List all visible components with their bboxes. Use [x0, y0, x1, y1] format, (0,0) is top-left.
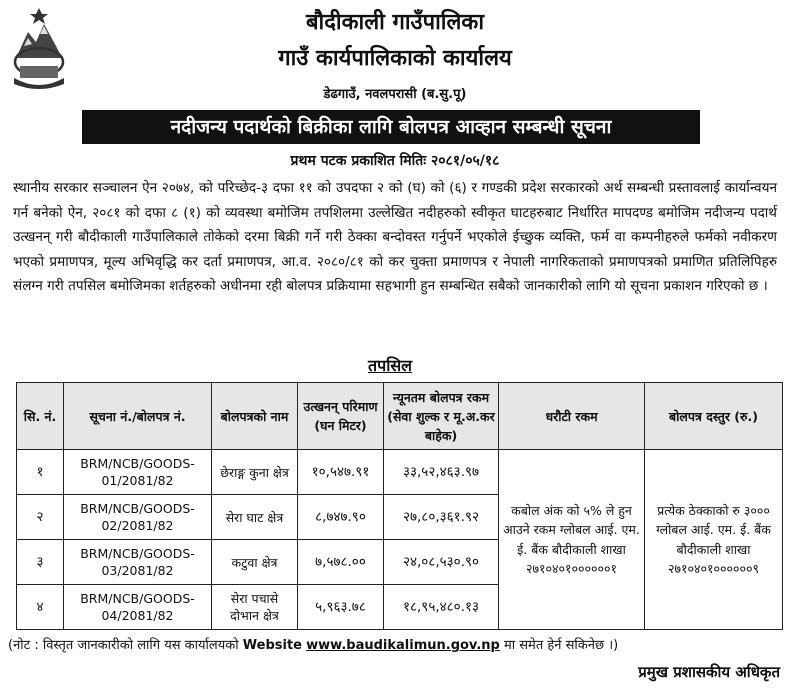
row-name: कटुवा क्षेत्र: [212, 540, 298, 585]
col-notice-no: सूचना नं./बोलपत्र नं.: [64, 383, 212, 450]
footnote: [8, 635, 618, 653]
row-notice-no: BRM/NCB/GOODS-01/2081/82: [64, 450, 212, 495]
col-fee: बोलपत्र दस्तुर (रु.): [645, 383, 783, 450]
schedule-heading: तपसिल: [368, 356, 413, 375]
row-quantity: १०,५४७.९१: [298, 450, 384, 495]
row-min-rate: १८,९५,४८०.१३: [384, 585, 499, 630]
row-sn: २: [17, 495, 64, 540]
notice-title-banner: नदीजन्य पदार्थको बिक्रीका लागि बोलपत्र आव्हान सम्बन्धी सूचना: [82, 110, 700, 144]
row-notice-no: BRM/NCB/GOODS-04/2081/82: [64, 585, 212, 630]
col-min-rate: न्यूनतम बोलपत्र रकम (सेवा शुल्क र मू.अ.कर बाहेक): [384, 383, 499, 450]
row-quantity: ५,९६३.७८: [298, 585, 384, 630]
office-name: गाउँ कार्यपालिकाको कार्यालय: [278, 46, 512, 71]
row-min-rate: ३३,५२,४६३.९७: [384, 450, 499, 495]
row-name: सेरा पचासे दोभान क्षेत्र: [212, 585, 298, 630]
col-deposit: धरौटी रकम: [499, 383, 645, 450]
fee-details: प्रत्येक ठेक्काको रु ३००० ग्लोबल आई. एम. ई. बैंक बौदीकाली शाखा २७१०४०१००००००९: [645, 450, 783, 630]
row-quantity: ८,७४७.९०: [298, 495, 384, 540]
row-name: छेराङ्ग कुना क्षेत्र: [212, 450, 298, 495]
row-sn: ३: [17, 540, 64, 585]
row-min-rate: २७,८०,३६१.९२: [384, 495, 499, 540]
schedule-table: [16, 382, 783, 630]
website-link[interactable]: www.baudikalimun.gov.np: [306, 638, 500, 653]
footnote-prefix: (नोट : विस्तृत जानकारीको लागि यस कार्यालयको: [8, 638, 239, 653]
col-quantity: उत्खनन् परिमाण (घन मिटर): [298, 383, 384, 450]
signatory-title: प्रमुख प्रशासकीय अधिकृत: [638, 663, 780, 681]
table-row: [17, 450, 783, 495]
office-address: डेढगाउँ, नवलपरासी (ब.सु.पू): [323, 87, 467, 102]
org-name: बौदीकाली गाउँपालिका: [305, 10, 485, 35]
row-min-rate: २४,०८,५३०.९०: [384, 540, 499, 585]
row-quantity: ७,५७८.००: [298, 540, 384, 585]
col-name: बोलपत्रको नाम: [212, 383, 298, 450]
notice-body: स्थानीय सरकार सञ्चालन ऐन २०७४, को परिच्छेद-३ दफा ११ को उपदफा २ को (घ) को (६) र गण्डकी प्रदेश सरकारको अर्थ सम्बन्धी प्रस्तावलाई कार्यान्वयन गर्न बनेको ऐन, २०८१ को दफा ८ (१) को व्यवस्था बमोजिम तपशिलमा उल्लेखित नदीहरुको स्वीकृत घाटहरुबाट निर्धारित मापदण्ड बमोजिम नदीजन्य पदार्थ उत्खनन् गरी बौदीकाली गाउँपालिकाले तोकेको दरमा बिक्री गर्ने गरी ठेक्का बन्दोवस्त गर्नुपर्ने भएकोले ईच्छुक व्यक्ति, फर्म वा कम्पनीहरुले फर्मको नवीकरण भएको प्रमाणपत्र, मूल्य अभिवृद्धि कर दर्ता प्रमाणपत्र, आ.व. २०८०/८१ को कर चुक्ता प्रमाणपत्र र नेपाली नागरिकताको प्रमाणपत्रको प्रमाणित प्रतिलिपिहरु संलग्न गरी तपसिल बमोजिमका शर्तहरुको अधीनमा रही बोलपत्र प्रक्रियामा सहभागी हुन सम्बन्धित सबैको जानकारीको लागि यो सूचना प्रकाशन गरिएको छ ।: [13, 180, 777, 295]
deposit-details: कबोल अंक को ५% ले हुन आउने रकम ग्लोबल आई. एम. ई. बैंक बौदीकाली शाखा २७१०४०१००००००१: [499, 450, 645, 630]
row-sn: १: [17, 450, 64, 495]
row-notice-no: BRM/NCB/GOODS-02/2081/82: [64, 495, 212, 540]
row-name: सेरा घाट क्षेत्र: [212, 495, 298, 540]
table-header-row: [17, 383, 783, 450]
col-sn: सि. नं.: [17, 383, 64, 450]
website-label: Website: [242, 638, 302, 653]
footnote-suffix: मा समेत हेर्न सकिनेछ ।): [504, 638, 619, 653]
row-sn: ४: [17, 585, 64, 630]
published-date: प्रथम पटक प्रकाशित मितिः २०८१/०५/१८: [290, 153, 500, 169]
row-notice-no: BRM/NCB/GOODS-03/2081/82: [64, 540, 212, 585]
